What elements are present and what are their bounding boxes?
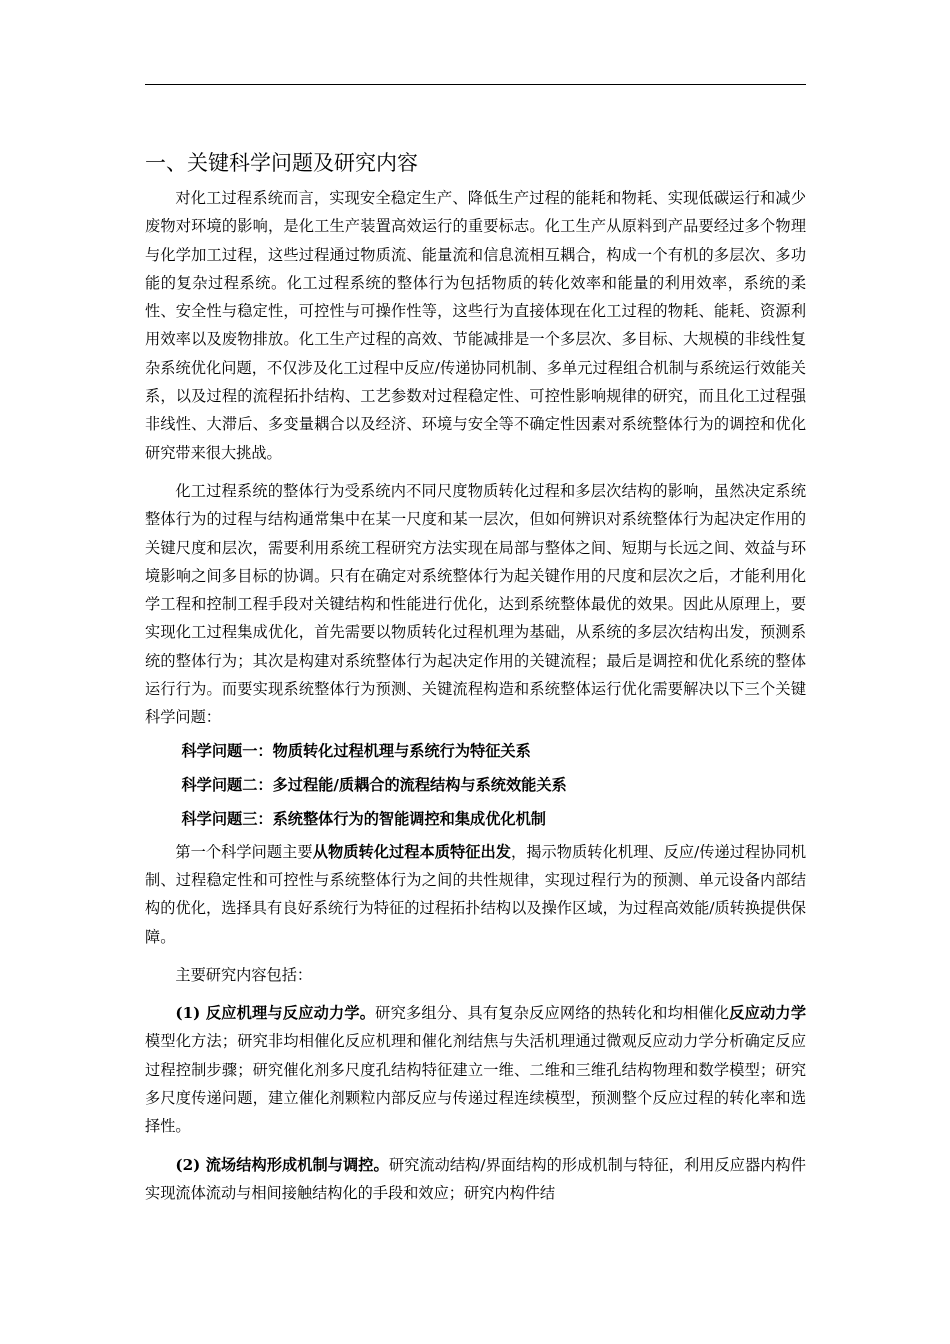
paragraph-intro: 对化工过程系统而言，实现安全稳定生产、降低生产过程的能耗和物耗、实现低碳运行和减少废物对环境的影响，是化工生产装置高效运行的重要标志。化工生产从原料到产品要经过多个物理与化学加工过程，这些过程通过物质流、能量流和信息流相互耦合，构成一个有机的多层次、多功能的复杂过程系统。化工过程系统的整体行为包括物质的转化效率和能量的利用效率，系统的柔性、安全性与稳定性，可控性与可操作性等，这些行为直接体现在化工过程的物耗、能耗、资源利用效率以及废物排放。化工生产过程的高效、节能减排是一个多层次、多目标、大规模的非线性复杂系统优化问题，不仅涉及化工过程中反应/传递协同机制、多单元过程组合机制与系统运行效能关系，以及过程的流程拓扑结构、工艺参数对过程稳定性、可控性影响规律的研究，而且化工过程强非线性、大滞后、多变量耦合以及经济、环境与安全等不确定性因素对系统整体行为的调控和优化研究带来很大挑战。 [145, 189, 806, 462]
para3-pre: 第一个科学问题主要 [175, 842, 313, 861]
para3-bold: 从物质转化过程本质特征出发 [312, 842, 512, 861]
header-rule [145, 84, 806, 85]
item1-title: (1) 反应机理与反应动力学。 [175, 1004, 376, 1023]
item1-pre: 研究多组分、具有复杂反应网络的热转化和均相催化 [375, 1004, 730, 1023]
paragraph-scale: 化工过程系统的整体行为受系统内不同尺度物质转化过程和多层次结构的影响，虽然决定系统整体行为的过程与结构通常集中在某一尺度和某一层次，但如何辨识对系统整体行为起决定作用的关键尺度和层次，需要利用系统工程研究方法实现在局部与整体之间、短期与长远之间、效益与环境影响之间多目标的协调。只有在确定对系统整体行为起关键作用的尺度和层次之后，才能利用化学工程和控制工程手段对关键结构和性能进行优化，达到系统整体最优的效果。因此从原理上，要实现化工过程集成优化，首先需要以物质转化过程机理为基础，从系统的多层次结构出发，预测系统的整体行为；其次是构建对系统整体行为起决定作用的关键流程；最后是调控和优化系统的整体运行行为。而要实现系统整体行为预测、关键流程构造和系统整体运行优化需要解决以下三个关键科学问题： [145, 481, 806, 727]
para3-post: ，揭示物质转化机理、反应/传递过程协同机制、过程稳定性和可控性与系统整体行为之间的共性规律，实现过程行为的预测、单元设备内部结构的优化，选择具有良好系统行为特征的过程拓扑结构以及操作区域，为过程高效能/质转换提供保障。 [145, 842, 807, 946]
paragraph-question-one [145, 838, 806, 951]
item1-bold: 反应动力学 [729, 1004, 807, 1023]
item2-title: (2) 流场结构形成机制与调控。 [175, 1155, 389, 1174]
science-question-3: 科学问题三：系统整体行为的智能调控和集成优化机制 [181, 809, 546, 828]
document-page [145, 148, 806, 1207]
science-question-1: 科学问题一：物质转化过程机理与系统行为特征关系 [181, 741, 531, 760]
research-item-1 [145, 999, 806, 1140]
main-contents-label: 主要研究内容包括： [175, 965, 313, 984]
science-question-2: 科学问题二：多过程能/质耦合的流程结构与系统效能关系 [181, 775, 567, 794]
item1-post: 模型化方法；研究非均相催化反应机理和催化剂结焦与失活机理通过微观反应动力学分析确定反应过程控制步骤；研究催化剂多尺度孔结构特征建立一维、二维和三维孔结构物理和数学模型；研究多尺度传递问题，建立催化剂颗粒内部反应与传递过程连续模型，预测整个反应过程的转化率和选择性。 [145, 1032, 806, 1136]
section-heading: 一、关键科学问题及研究内容 [145, 151, 418, 175]
research-item-2 [145, 1151, 806, 1208]
item2-body: 研究流动结构/界面结构的形成机制与特征，利用反应器内构件实现流体流动与相间接触结构化的手段和效应；研究内构件结 [145, 1155, 806, 1202]
